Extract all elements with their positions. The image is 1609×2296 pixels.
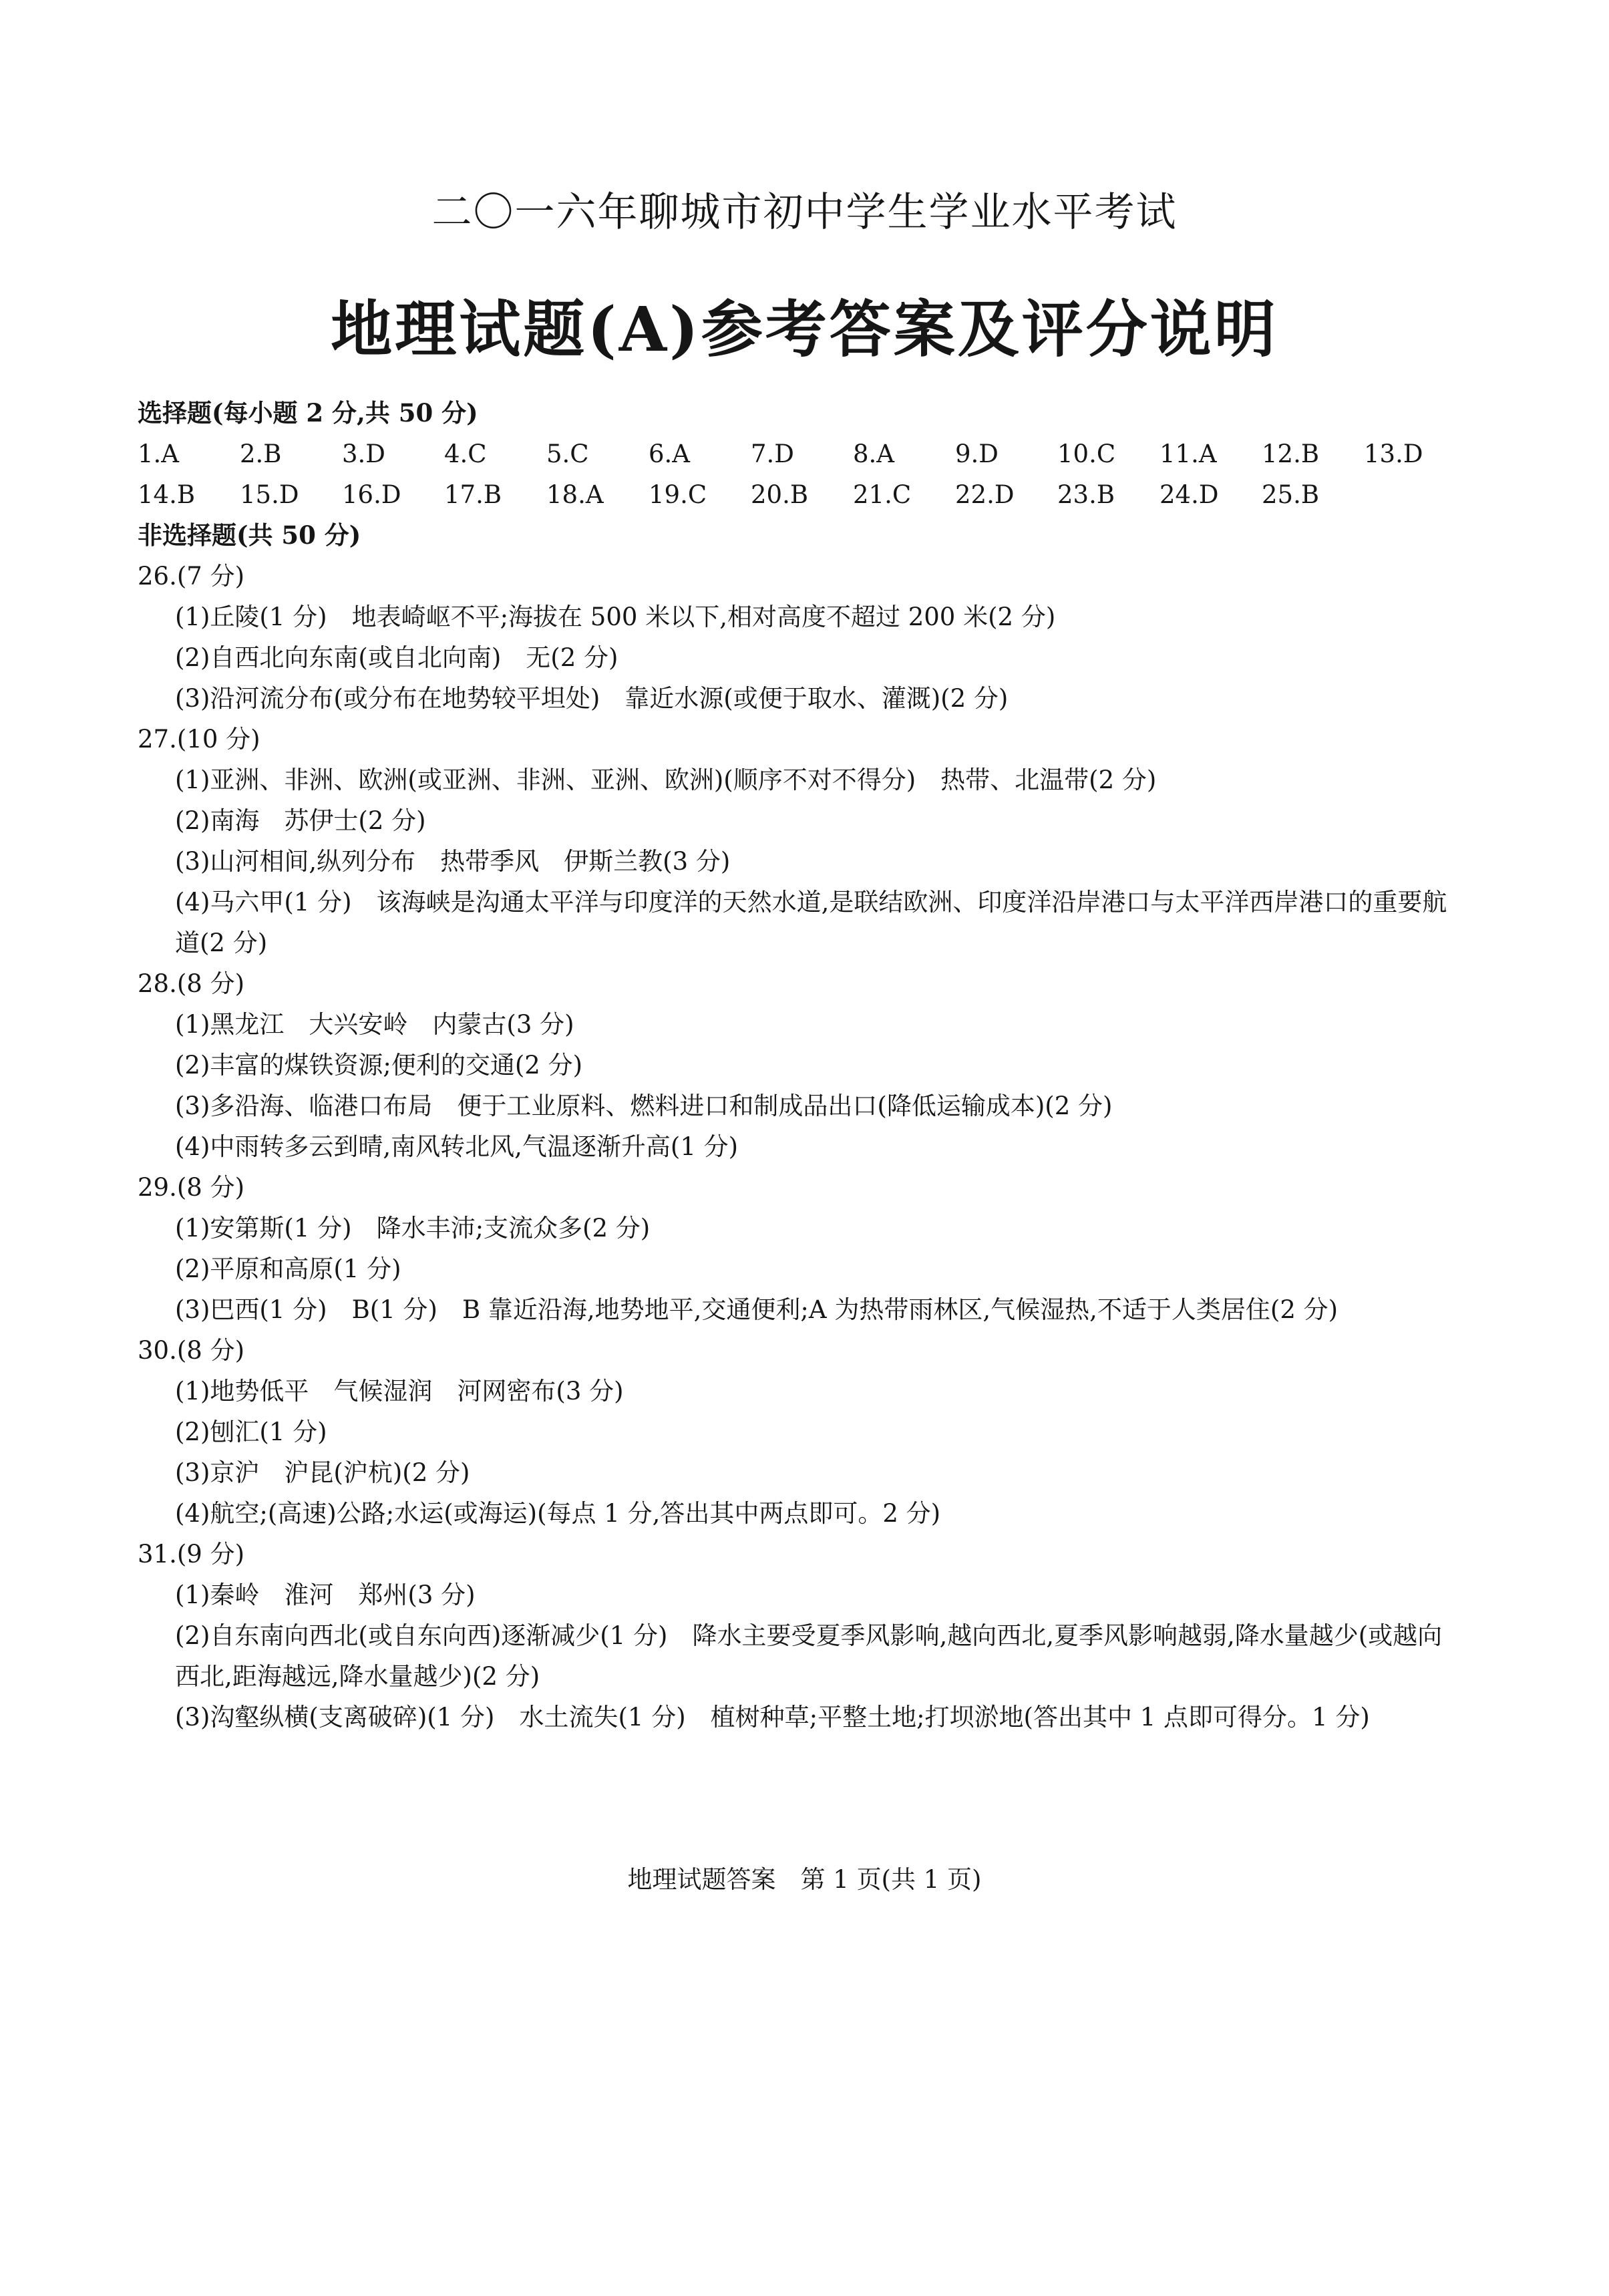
answer-line: (1)秦岭 淮河 郑州(3 分) — [175, 1581, 476, 1609]
question-heading: 29.(8 分) — [138, 1173, 245, 1202]
choice-answer: 25.B — [1262, 480, 1320, 509]
choice-answer: 3.D — [342, 440, 385, 468]
choice-answer: 7.D — [751, 440, 794, 468]
answer-line: (3)多沿海、临港口布局 便于工业原料、燃料进口和制成品出口(降低运输成本)(2 分) — [175, 1092, 1113, 1120]
answer-line: (2)自东南向西北(或自东向西)逐渐减少(1 分) 降水主要受夏季风影响,越向西北,夏季风影响越弱,降水量越少(或越向西北,距海越远,降水量越少)(2 分) — [175, 1621, 1443, 1691]
answer-line: (1)亚洲、非洲、欧洲(或亚洲、非洲、亚洲、欧洲)(顺序不对不得分) 热带、北温带(2 分) — [175, 766, 1157, 794]
answer-line: (3)京沪 沪昆(沪杭)(2 分) — [175, 1458, 470, 1487]
answer-line: (2)自西北向东南(或自北向南) 无(2 分) — [175, 643, 618, 672]
choice-answer: 10.C — [1057, 440, 1116, 468]
choice-answer: 20.B — [751, 480, 809, 509]
question-heading: 28.(8 分) — [138, 969, 245, 998]
question-heading: 31.(9 分) — [138, 1540, 245, 1569]
choice-section-label: 选择题(每小题 2 分,共 50 分) — [138, 398, 478, 428]
nonchoice-section-label: 非选择题(共 50 分) — [138, 520, 361, 550]
choice-answer: 14.B — [138, 480, 196, 509]
answer-line: (4)中雨转多云到晴,南风转北风,气温逐渐升高(1 分) — [175, 1132, 739, 1161]
choice-answer: 6.A — [649, 440, 691, 468]
answer-line: (2)刨汇(1 分) — [175, 1418, 327, 1446]
choice-answer: 24.D — [1159, 480, 1219, 509]
answer-line: (2)丰富的煤铁资源;便利的交通(2 分) — [175, 1051, 583, 1080]
choice-answer: 21.C — [853, 480, 912, 509]
choice-answer: 23.B — [1057, 480, 1115, 509]
choice-answer: 4.C — [444, 440, 487, 468]
choice-answer-row — [138, 474, 1467, 515]
choice-answer: 17.B — [444, 480, 502, 509]
choice-answer: 22.D — [955, 480, 1015, 509]
answer-line: (4)航空;(高速)公路;水运(或海运)(每点 1 分,答出其中两点即可。2 分) — [175, 1499, 941, 1528]
answer-line: (1)丘陵(1 分) 地表崎岖不平;海拔在 500 米以下,相对高度不超过 200 米(2 分) — [175, 603, 1056, 631]
question-heading: 27.(10 分) — [138, 725, 260, 754]
choice-answer: 12.B — [1262, 440, 1320, 468]
answer-line: (3)巴西(1 分) B(1 分) B 靠近沿海,地势地平,交通便利;A 为热带雨林区,气候湿热,不适于人类居住(2 分) — [175, 1295, 1338, 1324]
choice-answer: 2.B — [240, 440, 282, 468]
answer-line: (2)南海 苏伊士(2 分) — [175, 806, 426, 835]
answer-body — [138, 393, 1467, 1738]
choice-answer: 13.D — [1364, 440, 1423, 468]
choice-answer: 15.D — [240, 480, 299, 509]
page-footer: 地理试题答案 第 1 页(共 1 页) — [627, 1865, 982, 1894]
choice-answer-row — [138, 434, 1467, 474]
choice-answer: 18.A — [546, 480, 604, 509]
question-heading: 30.(8 分) — [138, 1336, 245, 1365]
answer-line: (4)马六甲(1 分) 该海峡是沟通太平洋与印度洋的天然水道,是联结欧洲、印度洋沿岸港口与太平洋西岸港口的重要航道(2 分) — [175, 888, 1447, 957]
choice-answer: 19.C — [649, 480, 707, 509]
answer-line: (3)山河相间,纵列分布 热带季风 伊斯兰教(3 分) — [175, 847, 731, 876]
answer-line: (1)地势低平 气候湿润 河网密布(3 分) — [175, 1377, 624, 1406]
answer-line: (3)沿河流分布(或分布在地势较平坦处) 靠近水源(或便于取水、灌溉)(2 分) — [175, 684, 1009, 713]
choice-answer: 11.A — [1159, 440, 1217, 468]
choice-answer: 1.A — [138, 440, 180, 468]
exam-subtitle: 二〇一六年聊城市初中学生学业水平考试 — [431, 189, 1178, 236]
answer-line: (3)沟壑纵横(支离破碎)(1 分) 水土流失(1 分) 植树种草;平整土地;打坝淤地(答出其中 1 点即可得分。1 分) — [175, 1703, 1370, 1732]
question-heading: 26.(7 分) — [138, 562, 245, 591]
choice-answer: 16.D — [342, 480, 401, 509]
answer-line: (2)平原和高原(1 分) — [175, 1255, 401, 1283]
answer-line: (1)黑龙江 大兴安岭 内蒙古(3 分) — [175, 1010, 574, 1039]
page-title: 地理试题(A)参考答案及评分说明 — [331, 293, 1278, 365]
choice-answer: 5.C — [546, 440, 589, 468]
choice-answer: 8.A — [853, 440, 895, 468]
choice-answer: 9.D — [955, 440, 999, 468]
answer-line: (1)安第斯(1 分) 降水丰沛;支流众多(2 分) — [175, 1214, 651, 1243]
